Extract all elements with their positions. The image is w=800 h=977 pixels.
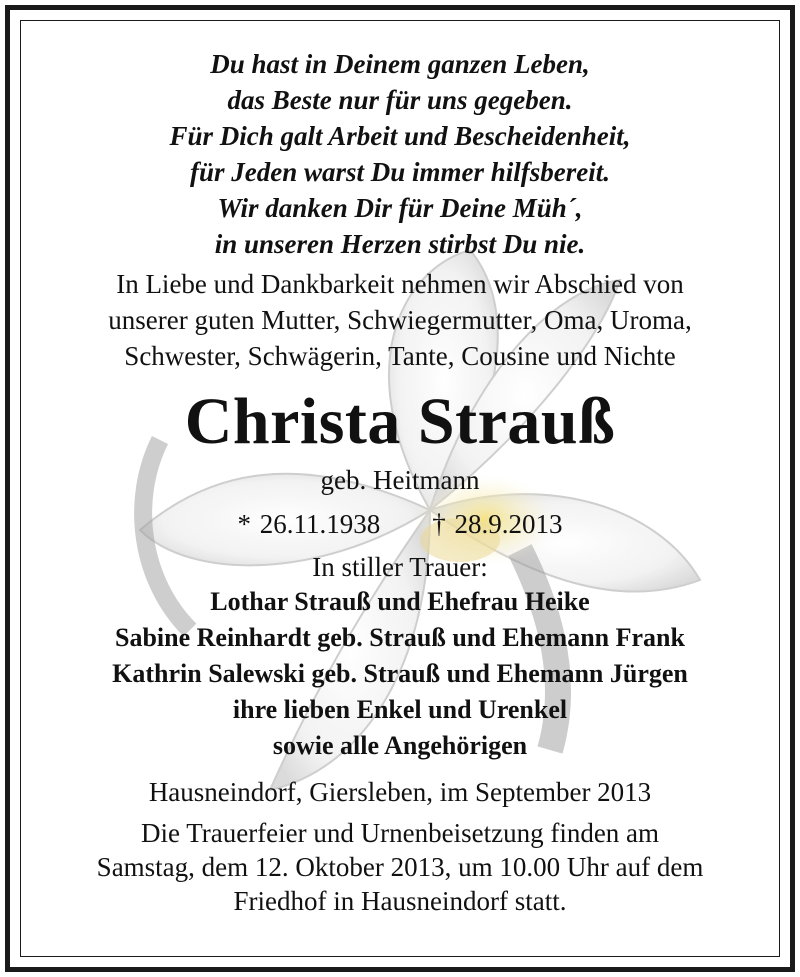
birth-date: * 26.11.1938 [237,509,381,539]
place-date: Hausneindorf, Giersleben, im September 2013 [148,777,652,807]
mourners-list [10,584,790,764]
poem-line: Du hast in Deinem ganzen Leben, [210,49,590,79]
service-info [10,816,790,918]
poem-line: Wir danken Dir für Deine Müh´, [217,193,583,223]
life-dates [10,506,790,542]
service-line: Friedhof in Hausneindorf statt. [233,886,567,916]
mourner-line: Kathrin Salewski geb. Strauß und Ehemann Jürgen [112,659,688,688]
obituary-content [10,10,790,918]
mourning-heading: In stiller Trauer: [312,552,488,582]
intro-line: In Liebe und Dankbarkeit nehmen wir Abschied von [116,269,684,299]
mourner-line: ihre lieben Enkel und Urenkel [232,695,568,724]
maiden-name: geb. Heitmann [320,465,480,495]
deceased-name: Christa Strauß [184,385,616,458]
service-line: Die Trauerfeier und Urnenbeisetzung finden am [140,818,660,848]
poem-line: Für Dich galt Arbeit und Bescheidenheit, [169,121,631,151]
poem-line: für Jeden warst Du immer hilfsbereit. [189,157,611,187]
poem [10,46,790,262]
death-date: † 28.9.2013 [432,509,563,539]
obituary-frame [5,5,795,972]
poem-line: das Beste nur für uns gegeben. [227,85,573,115]
poem-line: in unseren Herzen stirbst Du nie. [214,229,586,259]
mourner-line: sowie alle Angehörigen [272,731,528,760]
intro-line: unserer guten Mutter, Schwiegermutter, Oma, Uroma, [108,305,692,335]
mourner-line: Sabine Reinhardt geb. Strauß und Ehemann Frank [115,623,685,652]
intro-text [10,266,790,374]
intro-line: Schwester, Schwägerin, Tante, Cousine und Nichte [124,341,676,371]
service-line: Samstag, dem 12. Oktober 2013, um 10.00 Uhr auf dem [96,852,704,882]
mourner-line: Lothar Strauß und Ehefrau Heike [210,587,590,616]
